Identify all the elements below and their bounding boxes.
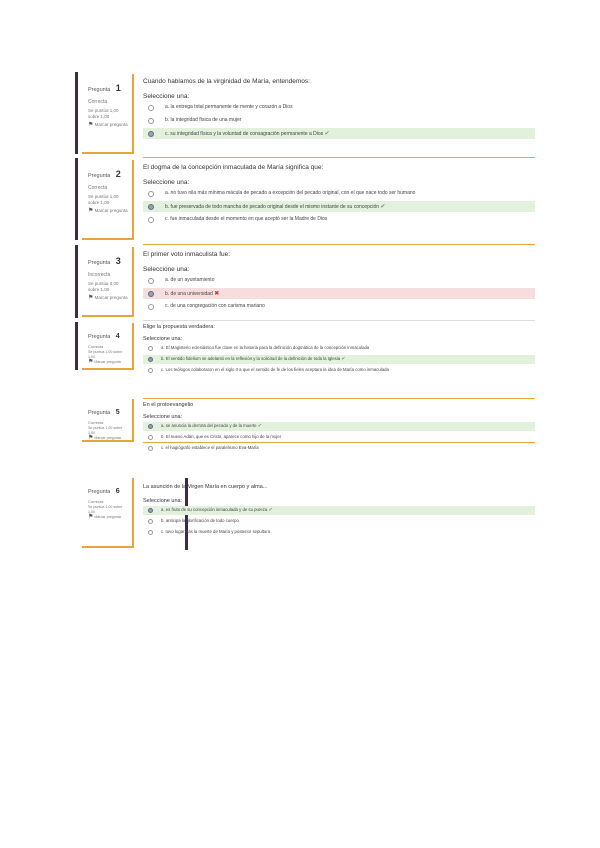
question-content [143,484,535,537]
radio-button[interactable] [148,508,153,513]
answer-option-selected[interactable] [143,288,535,299]
radio-button[interactable] [148,291,154,297]
check-icon: ✔ [324,131,330,137]
answer-option[interactable] [143,366,535,375]
question-text: La asunción de la Virgen María en cuerpo y alma... [143,484,268,490]
question-text: El primer voto inmaculista fue: [143,251,231,258]
question-number: 3 [115,256,121,266]
radio-button[interactable] [148,217,154,223]
question-status: Correcta [88,344,104,349]
question-info-panel [82,399,134,442]
check-icon: ✔ [268,507,273,513]
answer-option[interactable] [143,115,535,126]
option-text: a. se anuncia la derrota del pecado y de la muerte [161,423,257,428]
answer-option[interactable] [143,188,535,199]
question-score: Se puntúa 0,00 sobre 1,00 [88,281,119,292]
option-text: a. de un ayuntamiento [165,277,215,283]
question-label: Pregunta [88,489,111,495]
question-status: Correcta [88,185,108,191]
radio-button[interactable] [148,519,153,524]
flag-label: Marcar pregunta [94,208,128,213]
question-divider [143,157,535,158]
question-divider [143,244,535,245]
check-icon: ✔ [380,204,386,210]
question-score: Se puntúa 1,00 sobre 1,00 [88,350,123,359]
answer-option-selected[interactable] [143,506,535,515]
question-label: Pregunta [88,334,111,340]
radio-button[interactable] [148,105,154,111]
option-text: b. fue preservada de todo mancha de pecado original desde el mismo instante de su concepción [165,204,380,210]
option-text: b. la integridad física de una mujer [165,117,242,123]
flag-question-button[interactable] [88,360,129,365]
page-rail [75,322,78,370]
question-label: Pregunta [88,260,111,266]
answer-option[interactable] [143,344,535,353]
question-divider [143,442,535,443]
choose-one-label: Seleccione una: [143,179,190,186]
cross-icon: ✖ [214,291,220,297]
answer-option-selected[interactable] [143,355,535,364]
page-rail [75,158,78,240]
flag-question-button[interactable] [88,295,129,302]
question-score: Se puntúa 1,00 sobre 1,00 [88,194,119,205]
question-info-panel [82,323,134,370]
flag-icon: ⚑ [88,359,94,365]
question-info-panel [82,160,134,240]
option-text: c. fue inmaculada desde el momento en que aceptó ser la Madre de Dios [165,216,328,222]
question-status: Correcta [88,99,108,105]
question-content [143,78,535,139]
question-number: 5 [115,409,120,416]
answer-option[interactable] [143,517,535,526]
question-number: 4 [115,333,120,340]
choose-one-label: Seleccione una: [143,498,183,504]
radio-button[interactable] [148,304,154,310]
question-content [143,324,535,375]
question-info-panel [82,74,134,154]
page-rail [75,245,78,318]
option-text: c. Los teólogos colaboraron en el siglo II a que el sentido de fe de los fieles aceptara la idea de María como inmaculada [161,367,389,372]
radio-button[interactable] [148,204,154,210]
radio-button[interactable] [148,368,153,373]
question-status: Correcta [88,420,104,425]
question-label: Pregunta [88,87,111,93]
flag-icon: ⚑ [88,514,94,520]
flag-icon: ⚑ [88,208,94,214]
answer-option[interactable] [143,102,535,113]
question-number: 2 [115,169,121,179]
answer-option[interactable] [143,214,535,225]
check-icon: ✔ [257,423,262,429]
option-text: b. de una universidad [165,291,213,297]
question-text: Cuando hablamos de la virginidad de María, entendemos: [143,78,310,85]
flag-label: Marcar pregunta [94,436,121,440]
radio-button[interactable] [148,278,154,284]
question-status: Incorrecta [88,272,111,278]
answer-option[interactable] [143,275,535,286]
page-separator [143,320,535,321]
option-text: b. anticipa la glorificación de todo cuerpo [161,518,239,523]
question-number: 6 [115,488,120,495]
option-text: c. de una congregación con carisma mariano [165,303,265,309]
flag-question-button[interactable] [88,122,129,129]
flag-icon: ⚑ [88,435,94,441]
question-score: Se puntúa 1,00 sobre 1,00 [88,426,123,435]
question-content [143,164,535,225]
radio-button[interactable] [148,435,153,440]
answer-option[interactable] [143,301,535,312]
flag-icon: ⚑ [88,295,94,301]
radio-button[interactable] [148,346,153,351]
question-content [143,402,535,453]
flag-question-button[interactable] [88,515,129,520]
flag-icon: ⚑ [88,122,94,128]
option-text: a. El Magisterio eclesiástico fue clave en la historia para la definición dogmática de la concepción inmaculada [161,345,370,350]
question-divider-top [143,398,535,399]
question-info-panel [82,478,134,548]
answer-option-selected[interactable] [143,422,535,431]
question-text: El dogma de la concepción inmaculada de María significa que: [143,164,324,171]
answer-option[interactable] [143,444,535,453]
question-content [143,251,535,312]
question-score: Se puntúa 1,00 sobre 1,00 [88,505,123,514]
question-label: Pregunta [88,173,111,179]
flag-question-button[interactable] [88,436,129,441]
choose-one-label: Seleccione una: [143,336,183,342]
flag-label: Marcar pregunta [94,122,128,127]
flag-question-button[interactable] [88,208,129,215]
option-text: c. su integridad física y la voluntad de consagración permanente a Dios [165,131,324,137]
question-label: Pregunta [88,410,111,416]
option-text: a. la entrega total permanente de mente y corazón a Dios [165,104,293,110]
radio-button[interactable] [148,530,153,535]
question-text: Elige la propuesta verdadera: [143,324,215,330]
question-number: 1 [115,83,121,93]
answer-option-selected[interactable] [143,128,535,139]
radio-button[interactable] [148,424,153,429]
choose-one-label: Seleccione una: [143,266,190,273]
radio-button[interactable] [148,118,154,124]
option-text: c. tuvo lugar tras la muerte de María y posterior sepultura [161,529,271,534]
option-text: b. El nuevo Adán, que es Cristo, aparece como hijo de la mujer [161,434,282,439]
flag-label: Marcar pregunta [94,360,121,364]
radio-button[interactable] [148,131,154,137]
question-status: Correcta [88,499,104,504]
answer-option[interactable] [143,528,535,537]
choose-one-label: Seleccione una: [143,414,183,420]
radio-button[interactable] [148,357,153,362]
answer-option[interactable] [143,433,535,442]
option-text: b. El sentido fidelium se adelantó en la reflexión y la solicitud de la definición de toda la Iglesia [161,356,341,361]
option-text: a. no tuvo nila más mínima mácula de pecado a excepción del pecado original, con el que nace todo ser humano [165,190,416,196]
option-text: c. el hagiógrafo establece el paralelismo Eva-María [161,445,259,450]
radio-button[interactable] [148,191,154,197]
question-text: En el protoevangelio [143,402,194,408]
page-rail [75,72,78,154]
option-text: a. es fruto de su concepción inmaculada y de su pureza [161,507,268,512]
flag-label: Marcar pregunta [94,295,128,300]
check-icon: ✔ [341,356,346,362]
flag-label: Marcar pregunta [94,515,121,519]
choose-one-label: Seleccione una: [143,93,190,100]
answer-option-selected[interactable] [143,201,535,212]
question-info-panel [82,247,134,317]
radio-button[interactable] [148,446,153,451]
question-score: Se puntúa 1,00 sobre 1,00 [88,108,119,119]
